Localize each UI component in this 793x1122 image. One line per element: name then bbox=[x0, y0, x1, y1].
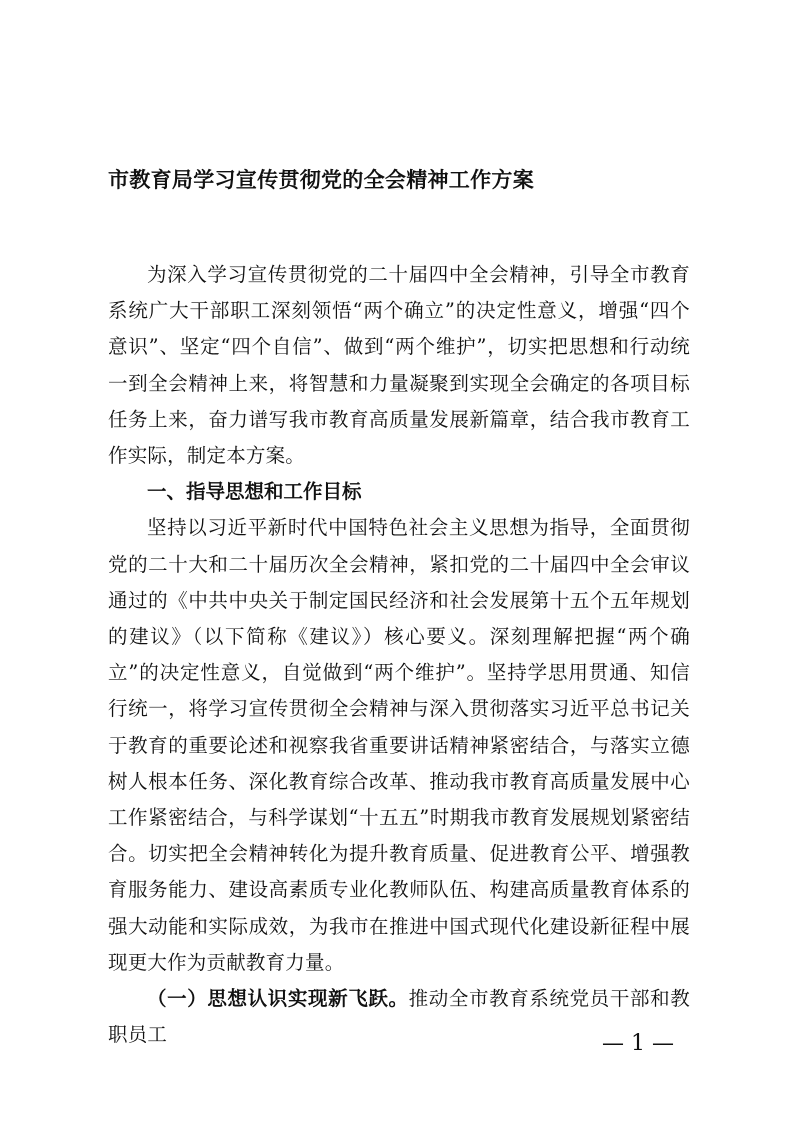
document-title: 市教育局学习宣传贯彻党的全会精神工作方案 bbox=[108, 168, 534, 192]
guiding-thought-paragraph: 坚持以习近平新时代中国特色社会主义思想为指导，全面贯彻党的二十大和二十届历次全会精神，紧扣党的二十届四中全会审议通过的《中共中央关于制定国民经济和社会发展第十五个五年规划的建议》（以下简称《建议》）核心要义。深刻理解把握“两个确立”的决定性意义，自觉做到“两个维护”。坚持学思用贯通、知信行统一，将学习宣传贯彻全会精神与深入贯彻落实习近平总书记关于教育的重要论述和视察我省重要讲话精神紧密结合，与落实立德树人根本任务、深化教育综合改革、推动我市教育高质量发展中心工作紧密结合，与科学谋划“十五五”时期我市教育发展规划紧密结合。切实把全会精神转化为提升教育质量、促进教育公平、增强教育服务能力、建设高素质专业化教师队伍、构建高质量教育体系的强大动能和实际成效，为我市在推进中国式现代化建设新征程中展现更大作为贡献教育力量。 bbox=[108, 516, 690, 974]
subsection-text: 推动全市教育系统党员干部和教职员工 bbox=[108, 987, 690, 1047]
page-number: — 1 — bbox=[602, 1031, 674, 1056]
document-body bbox=[108, 257, 690, 1053]
subsection-heading: （一）思想认识实现新飞跃。 bbox=[147, 987, 409, 1011]
intro-paragraph: 为深入学习宣传贯彻党的二十届四中全会精神，引导全市教育系统广大干部职工深刻领悟“两个确立”的决定性意义，增强“四个意识”、坚定“四个自信”、做到“两个维护”，切实把思想和行动统一到全会精神上来，将智慧和力量凝聚到实现全会确定的各项目标任务上来，奋力谱写我市教育高质量发展新篇章，结合我市教育工作实际，制定本方案。 bbox=[108, 263, 690, 468]
section-heading-guiding-thought: 一、指导思想和工作目标 bbox=[147, 480, 362, 504]
